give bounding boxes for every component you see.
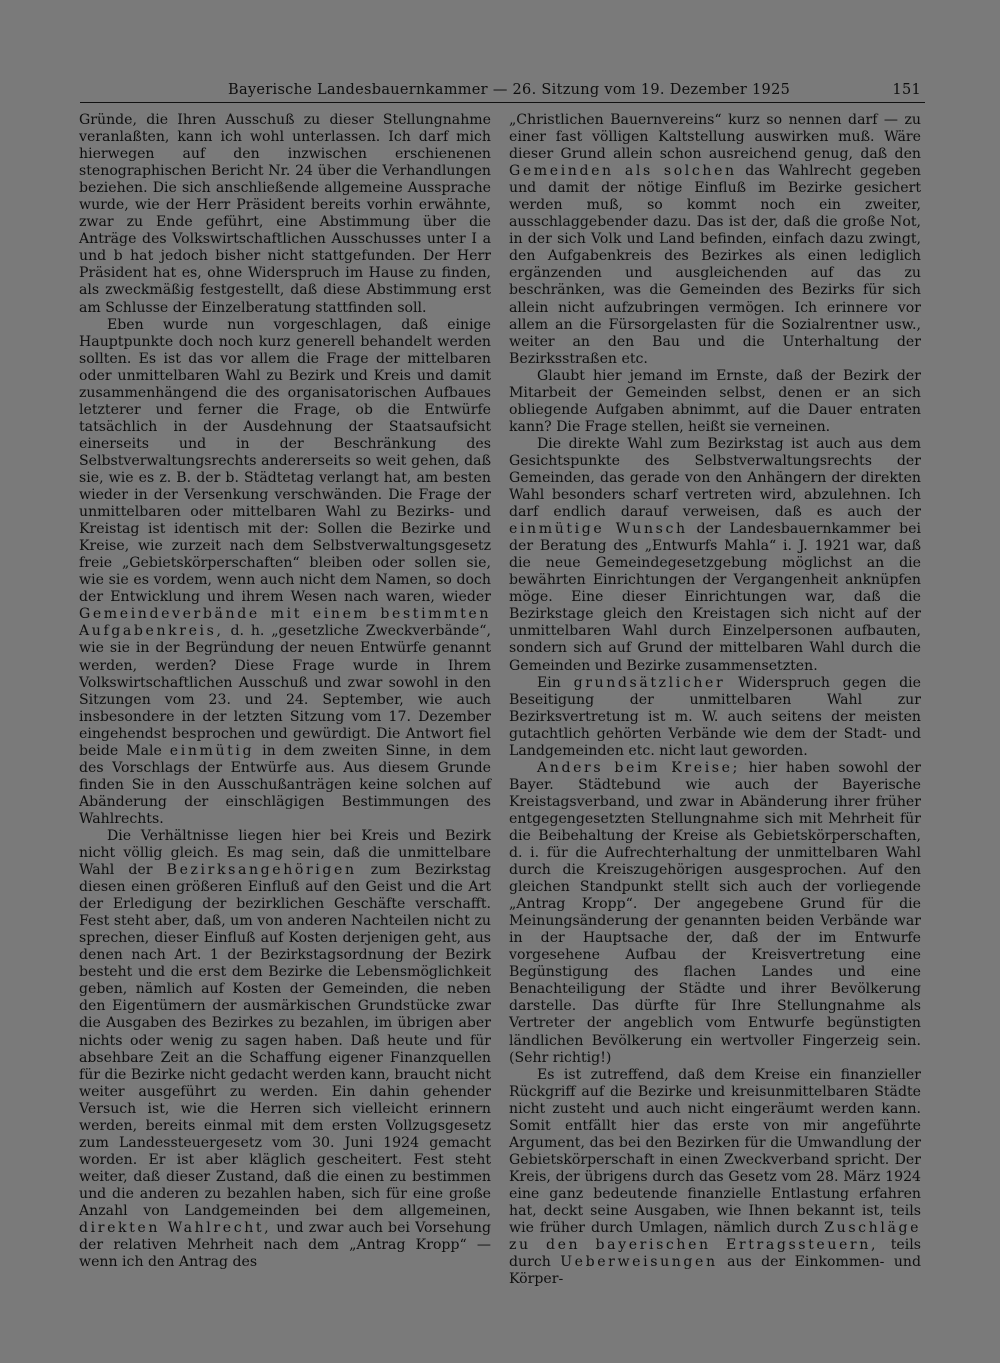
page-header: [80, 80, 925, 103]
paragraph: [509, 1067, 921, 1289]
text-run: Die Verhältnisse liegen hier bei Kreis und Bezirk nicht völlig gleich. Es mag sein, daß die unmittelbare Wahl der: [79, 827, 491, 879]
spaced-emphasis: direkten Wahlrecht,: [79, 1220, 272, 1237]
text-run: Es ist zutreffend, daß dem Kreise ein finanzieller Rückgriff auf die Bezirke und kreisunmittelbaren Städte nicht zusteht und auch nicht eingeräumt werden kann. Somit entfällt hier das erste von mir angeführte Argument, das bei den Bezirken für die Umwandlung der Gebietskörperschaft in einen Zweckverband spricht. Der Kreis, der übrigens durch das Gesetz vom 28. März 1924 eine ganz bedeutende finanzielle Entlastung erfahren hat, deckt seine Ausgaben, wie Ihnen bekannt ist, teils wie früher durch Umlagen, nämlich durch: [509, 1066, 921, 1237]
spaced-emphasis: grundsätzlicher: [573, 674, 726, 691]
left-column: [79, 112, 491, 1271]
paragraph: [509, 760, 921, 1067]
text-run: zum Bezirkstag diesen einen größeren Einfluß auf den Geist und die Art der Erledigung der bezirklichen Geschäfte verschafft. Fest steht aber, daß, um von anderen Nachteilen nicht zu sprechen, dieser Einfluß auf Kosten derjenigen geht, aus denen nach Art. 1 der Bezirkstagsordnung der Bezirk besteht und die erst dem Bezirke die Lebensmöglichkeit geben, nämlich auf Kosten der Gemeinden, die neben den Eigentümern der ausmärkischen Grundstücke zwar die Ausgaben des Bezirkes zu bezahlen, im übrigen aber nichts oder wenig zu sagen haben. Daß heute und für absehbare Zeit an die Schaffung eigener Finanzquellen für die Bezirke nicht gedacht werden kann, braucht nicht weiter ausgeführt zu werden. Ein dahin gehender Versuch ist, wie die Herren sich vielleicht erinnern werden, bereits einmal mit dem ersten Vollzugsgesetz zum Landessteuergesetz vom 30. Juni 1924 gemacht worden. Er ist aber kläglich gescheitert. Fest steht weiter, daß dieser Zustand, daß die einen zu bestimmen und die anderen zu bezahlen haben, sich für eine große Anzahl von Landgemeinden bei dem allgemeinen,: [79, 862, 492, 1219]
text-run: und zwar auch bei Vorsehung der relativen Mehrheit nach dem „Antrag Kropp“ — wenn ich den Antrag des: [79, 1220, 491, 1271]
paragraph: [79, 317, 491, 828]
text-run: aus der Einkommen- und Körper-: [509, 1254, 922, 1288]
text-run: in dem zweiten Sinne, in dem des Vorschlags der Entwürfe aus. Aus diesem Grunde finden Sie in den Ausschußanträgen keine solchen auf Abänderung der einschlägigen Bestimmungen des Wahlrechts.: [79, 742, 491, 827]
spaced-emphasis: Zuschläge zu den bayerischen Ertragssteuern,: [509, 1220, 922, 1254]
text-run: der Landesbauernkammer bei der Beratung des „Entwurfs Mahla“ i. J. 1921 war, daß die neue Gemeindegesetzgebung möglichst an die bewährten Einrichtungen der Vergangenheit anknüpfen möge. Eine dieser Einrichtungen war, daß die Bezirkstage gleich den Kreistagen sich nicht auf der unmittelbaren Wahl durch Einzelpersonen aufbauten, sondern sich auf Grund der mittelbaren Wahl durch die Gemeinden und Bezirke zusammensetzten.: [509, 521, 921, 674]
text-run: teils durch: [509, 1237, 921, 1271]
spaced-emphasis: Ueberweisungen: [560, 1254, 718, 1271]
text-run: d. h. „gesetzliche Zweckverbände“, wie sie in der Begründung der neuen Entwürfe genannt werden, werden? Diese Frage wurde in Ihrem Volkswirtschaftlichen Ausschuß und zwar sowohl in den Sitzungen vom 23. und 24. September, wie auch insbesondere in der letzten Sitzung vom 17. Dezember eingehendst besprochen und gewürdigt. Die Antwort fiel beide Male: [79, 623, 491, 759]
paragraph: [509, 112, 921, 368]
text-run: hier haben sowohl der Bayer. Städtebund wie auch der Bayerische Kreistagsverband, und zwar in Abänderung ihrer früher entgegengesetzten Stellungnahme sich mit Mehrheit für die Beibehaltung der Kreise als Gebietskörperschaften, d. i. für die Aufrechterhaltung der unmittelbaren Wahl durch die Kreiszugehörigen ausgesprochen. Auf den gleichen Standpunkt stellt sich auch der vorliegende „Antrag Kropp“. Der angegebene Grund für die Meinungsänderung der genannten beiden Verbände war in der Hauptsache der, daß der im Entwurfe vorgesehene Aufbau der Kreisvertretung eine Begünstigung des flachen Landes und eine Benachteiligung der Städte und ihrer Bevölkerung darstelle. Das dürfte für Ihre Stellungnahme als Vertreter der angeblich vom Entwurfe begünstigten ländlichen Bevölkerung ein wertvoller Fingerzeig sein. (Sehr richtig!): [509, 759, 921, 1066]
paragraph: Glaubt hier jemand im Ernste, daß der Bezirk der Mitarbeit der Gemeinden selbst, denen er an sich obliegende Aufgaben abnimmt, auf die Dauer entraten kann? Die Frage stellen, heißt sie verneinen.: [509, 367, 921, 435]
page-number: 151: [892, 82, 921, 98]
spaced-emphasis: einmütig: [169, 742, 255, 759]
paragraph: [79, 828, 491, 1271]
running-title: Bayerische Landesbauernkammer — 26. Sitzung vom 19. Dezember 1925: [228, 82, 791, 98]
right-column: [509, 112, 921, 1288]
spaced-emphasis: Bezirksangehörigen: [166, 862, 357, 879]
text-run: Ein: [537, 674, 561, 691]
text-run: Die direkte Wahl zum Bezirkstag ist auch aus dem Gesichtspunkte des Selbstverwaltungsrechts der Gemeinden, das gerade von den Anhängern der direkten Wahl besonders scharf vertreten wird, abzulehnen. Ich darf endlich darauf verweisen, daß es auch der: [509, 435, 921, 521]
spaced-emphasis: einmütige Wunsch: [509, 521, 688, 538]
text-run: „Christlichen Bauernvereins“ kurz so nennen darf — zu einer fast völligen Kaltstellung auswirken muß. Wäre dieser Grund allein schon ausreichend genug, daß den: [509, 112, 921, 163]
spaced-emphasis: Gemeinden als solchen: [509, 163, 737, 180]
paragraph: [509, 675, 921, 760]
text-run: das Wahlrecht gegeben und damit der nötige Einfluß im Bezirke gesichert werden muß, so kommt noch ein zweiter, ausschlaggebender dazu. Das ist der, daß die große Not, in der sich Volk und Land befinden, einfach dazu zwingt, den Aufgabenkreis des Bezirkes als einen lediglich ergänzenden und ausgleichenden auf das zu beschränken, was die Gemeinden des Bezirks für sich allein nicht aufzubringen vermögen. Ich erinnere vor allem an die Fürsorgelasten für die Sozialrentner usw., weiter an den Bau und die Unterhaltung der Bezirksstraßen etc.: [509, 163, 922, 367]
text-run: Widerspruch gegen die Beseitigung der unmittelbaren Wahl zur Bezirksvertretung ist m. W. auch seitens der meisten gutachtlich gehörten Verbände wie dem der Stadt- und Landgemeinden etc. nicht laut geworden.: [509, 674, 921, 759]
spaced-emphasis: Anders beim Kreise;: [537, 759, 740, 776]
text-run: Eben wurde nun vorgeschlagen, daß einige Hauptpunkte doch noch kurz generell behandelt werden sollten. Es ist das vor allem die Frage der mittelbaren oder unmittelbaren Wahl zu Bezirk und Kreis und damit zusammenhängend die des organisatorischen Aufbaues letzterer und ferner die Frage, ob die Entwürfe tatsächlich in der Ausdehnung der Staatsaufsicht einerseits und in der Beschränkung des Selbstverwaltungsrechts andererseits so weit gehen, daß sie, wie es z. B. der b. Städtetag verlangt hat, am besten wieder in der Versenkung verschwänden. Die Frage der unmittelbaren oder mittelbaren Wahl zu Bezirks- und Kreistag ist identisch mit der: Sollen die Bezirke und Kreise, wie zurzeit nach dem Selbstverwaltungsgesetz freie „Gebietskörperschaften“ bleiben oder sollen sie, wie sie es vordem, wenn auch nicht dem Namen, so doch der Entwicklung und ihrem Wesen nach waren, wieder: [79, 316, 491, 606]
spaced-emphasis: Gemeindeverbände mit einem bestimmten Aufgabenkreis,: [79, 606, 491, 640]
paragraph: Gründe, die Ihren Ausschuß zu dieser Stellungnahme veranlaßten, kann ich wohl unterlassen. Ich darf mich hierwegen auf den inzwischen erschienenen stenographischen Bericht Nr. 24 über die Verhandlungen beziehen. Die sich anschließende allgemeine Aussprache wurde, wie der Herr Präsident bereits vorhin erwähnte, zwar zu Ende geführt, eine Abstimmung über die Anträge des Volkswirtschaftlichen Ausschusses unter I a und b hat jedoch bisher nicht stattgefunden. Der Herr Präsident hat es, ohne Widerspruch im Hause zu finden, als zweckmäßig festgestellt, daß diese Abstimmung erst am Schlusse der Einzelberatung stattfinden soll.: [79, 112, 491, 316]
paragraph: [509, 436, 921, 675]
